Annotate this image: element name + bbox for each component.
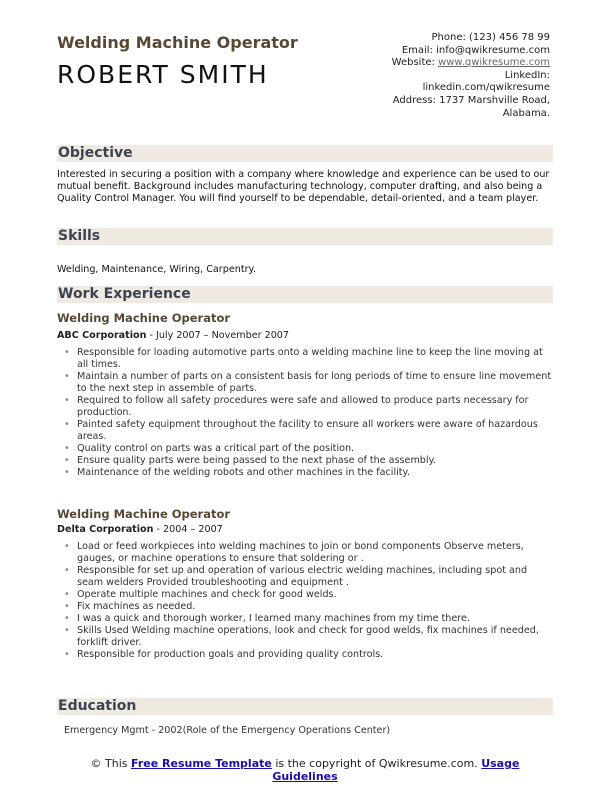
footer-middle: is the copyright of Qwikresume.com. (271, 757, 482, 770)
skills-heading: Skills (57, 228, 553, 245)
phone: Phone: (123) 456 78 99 (431, 32, 550, 43)
list-item: • I was a quick and thorough worker, I learned many machines from my time there. (63, 613, 553, 625)
usage-guidelines-link[interactable]: Usage Guidelines (272, 757, 520, 783)
list-item: • Ensure quality parts were being passed to the next phase of the assembly. (63, 455, 553, 467)
list-item: • Maintenance of the welding robots and other machines in the facility. (63, 467, 553, 479)
linkedin-label: LinkedIn: (504, 69, 550, 81)
job-dates: - July 2007 – November 2007 (146, 330, 290, 341)
footer-prefix: © This (90, 757, 132, 770)
education-heading: Education (57, 698, 553, 715)
objective-heading: Objective (57, 145, 553, 162)
education-text: Emergency Mgmt - 2002(Role of the Emergency Operations Center) (64, 725, 391, 736)
linkedin: linkedin.com/qwikresume (422, 82, 550, 94)
job-title-1: Welding Machine Operator (57, 311, 231, 325)
list-item: • Skills Used Welding machine operations, look and check for good welds, fix machines if needed, forklift driver. (63, 625, 553, 649)
list-item: • Maintain a number of parts on a consistent basis for long periods of time to ensure line movement to the next step in assemble of parts. (63, 371, 553, 395)
list-item: • Load or feed workpieces into welding machines to join or bond components Observe meters, gauges, or machine operations to ensure that soldering or . (63, 541, 553, 565)
list-item: • Fix machines as needed. (63, 601, 553, 613)
job-bullets-2 (63, 541, 553, 661)
objective-text: Interested in securing a position with a company where knowledge and experience can be used to our mutual benefit. Background includes manufacturing technology, computer drafting, and also being a Quality Control Manager. You will find yourself to be dependable, detail-oriented, and a team player. (57, 169, 550, 204)
job-title-2: Welding Machine Operator (57, 507, 231, 521)
list-item: • Responsible for production goals and providing quality controls. (63, 649, 553, 661)
job-company-1 (57, 330, 289, 341)
company-name: ABC Corporation (57, 330, 147, 341)
list-item: • Responsible for loading automotive parts onto a welding machine line to keep the line moving at all times. (63, 347, 553, 371)
list-item: • Required to follow all safety procedures were safe and allowed to produce parts necessary for production. (63, 395, 553, 419)
company-name: Delta Corporation (57, 524, 154, 535)
job-company-2 (57, 524, 223, 535)
list-item: • Responsible for set up and operation of various electric welding machines, including spot and seam welders Provided troubleshooting and equipment . (63, 565, 553, 589)
candidate-name: ROBERT SMITH (57, 60, 269, 89)
job-title: Welding Machine Operator (57, 33, 298, 52)
job-dates: - 2004 – 2007 (153, 524, 223, 535)
list-item: • Painted safety equipment throughout the facility to ensure all workers were aware of hazardous areas. (63, 419, 553, 443)
list-item: • Operate multiple machines and check for good welds. (63, 589, 553, 601)
work-heading: Work Experience (57, 286, 553, 303)
skills-text: Welding, Maintenance, Wiring, Carpentry. (57, 264, 256, 275)
free-resume-template-link[interactable]: Free Resume Template (131, 757, 272, 770)
job-bullets-1 (63, 347, 553, 479)
contact-block (330, 32, 550, 120)
footer (57, 757, 553, 783)
email: Email: info@qwikresume.com (401, 44, 550, 56)
list-item: • Quality control on parts was a critical part of the position. (63, 443, 553, 455)
website-link[interactable]: www.qwikresume.com (438, 57, 550, 69)
website (330, 57, 550, 70)
address: Address: 1737 Marshville Road, Alabama. (392, 94, 550, 119)
website-label: Website: (391, 57, 439, 69)
